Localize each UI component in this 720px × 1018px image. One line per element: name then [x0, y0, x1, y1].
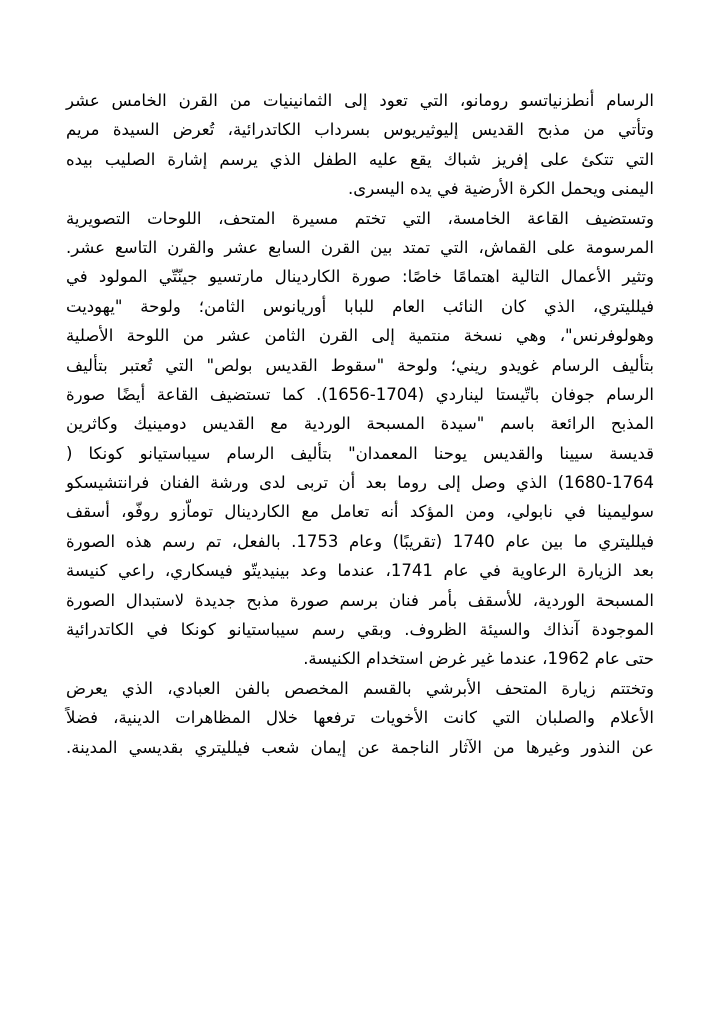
text-line: الرسام أنطزنياتسو رومانو، التي تعود إلى الثمانينيات من القرن الخامس عشر	[66, 91, 654, 110]
text-line: المذبح الرائعة باسم "سيدة المسبحة الوردية مع القديس دومينيك وكاثرين	[66, 414, 654, 434]
text-line: الأعلام والصلبان التي كانت الأخويات ترفعها خلال المظاهرات الدينية، فضلاً	[66, 708, 654, 728]
text-line: المرسومة على القماش، التي تمتد بين القرن السابع عشر والقرن التاسع عشر.	[66, 237, 654, 257]
text-line: وتثير الأعمال التالية اهتمامًا خاصًا: صورة الكاردينال مارتسيو جينّتّي المولود في	[66, 267, 654, 287]
text-line: الموجودة آنذاك والسيئة الظروف. وبقي رسم سيباستيانو كونكا في الكاتدرائية	[66, 620, 654, 640]
text-line: المسبحة الوردية، للأسقف بأمر فنان برسم صورة مذبح جديدة لاستبدال الصورة	[66, 590, 654, 610]
text-line: اليمنى ويحمل الكرة الأرضية في يده اليسرى.	[348, 179, 654, 199]
text-line: بتأليف الرسام غويدو ريني؛ ولوحة "سقوط القديس بولص" التي تُعتبر بتأليف	[66, 355, 654, 375]
text-line: عن النذور وغيرها من الآثار الناجمة عن إيمان شعب فيلليتري بقديسي المدينة.	[66, 737, 654, 757]
text-line: فيلليتري ما بين عام 1740 (تقريبًا) وعام 1753. بالفعل، تم رسم هذه الصورة	[66, 531, 654, 551]
body-text	[66, 86, 654, 762]
text-line: 1680-1764) الذي وصل إلى روما بعد أن تربى لدى ورشة الفنان فرانتشيسكو	[66, 473, 654, 493]
text-line: وتستضيف القاعة الخامسة، التي تختم مسيرة المتحف، اللوحات التصويرية	[66, 208, 654, 228]
text-line: بعد الزيارة الرعاوية في عام 1741، عندما وعد بينيديتّو فيسكاري، راعي كنيسة	[66, 561, 655, 581]
text-line: حتى عام 1962، عندما غير غرض استخدام الكنيسة.	[303, 649, 654, 669]
text-line: وهولوفرنس"، وهي نسخة منتمية إلى القرن الثامن عشر من اللوحة الأصلية	[66, 326, 654, 346]
text-line: فيلليتري، الذي كان النائب العام للبابا أوريانوس الثامن؛ ولوحة "يهوديت	[66, 296, 654, 316]
text-line: وتأتي من مذبح القديس إليوثيريوس بسرداب الكاتدرائية، تُعرض السيدة مريم	[66, 120, 654, 140]
text-line: الرسام جوفان باتّيستا ليناردي (1704-1656). كما تستضيف القاعة أيضًا صورة	[66, 384, 654, 404]
text-line: التي تتكئ على إفريز شباك يقع عليه الطفل الذي يرسم إشارة الصليب بيده	[66, 149, 654, 169]
text-line: وتختتم زيارة المتحف الأبرشي بالقسم المخصص بالفن العبادي، الذي يعرض	[66, 678, 654, 698]
text-line: قديسة سيينا والقديس يوحنا المعمدان" بتأليف الرسام سيباستيانو كونكا (	[66, 443, 654, 463]
text-line: سوليمينا في نابولي، ومن المؤكد أنه تعامل مع الكاردينال توماّزو روفّو، أسقف	[66, 502, 654, 522]
